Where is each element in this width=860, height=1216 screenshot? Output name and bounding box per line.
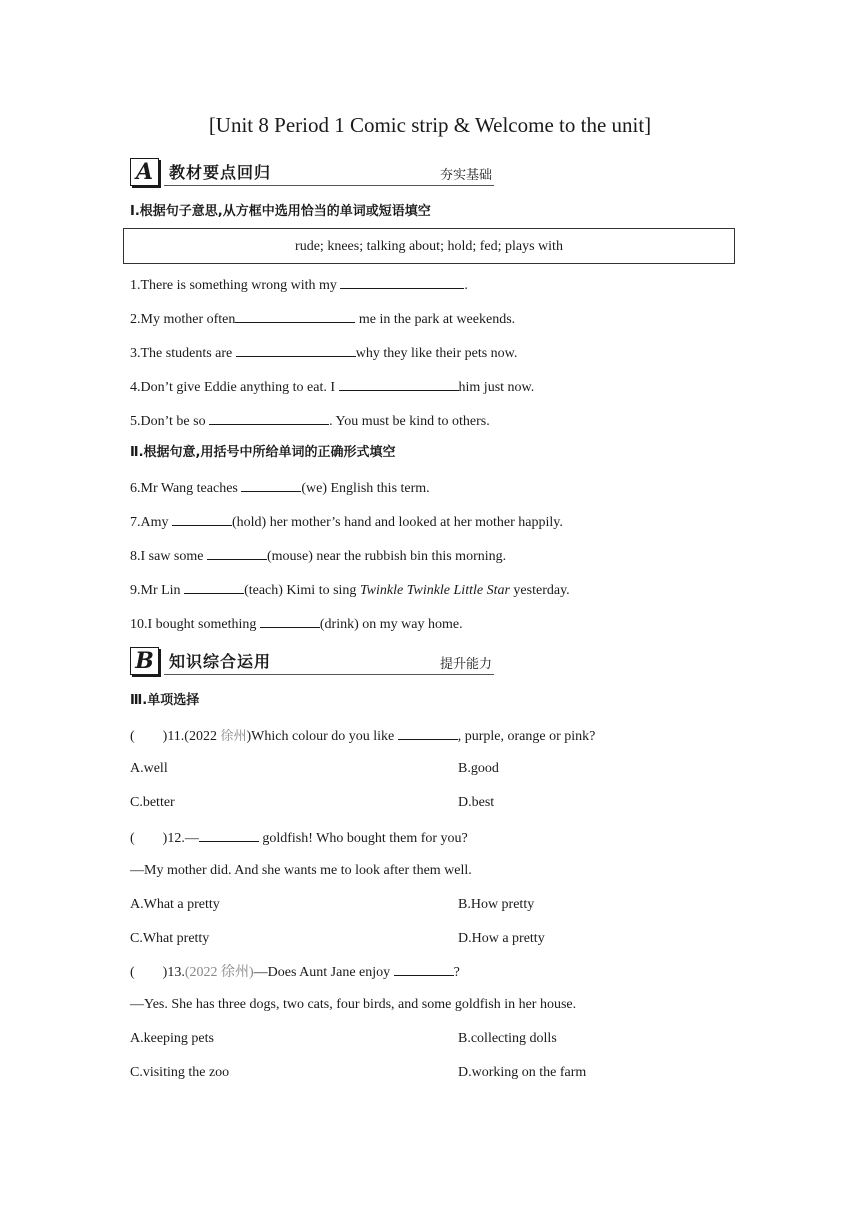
question-12-end: goldfish! Who bought them for you? — [262, 831, 468, 846]
question-13 — [130, 961, 460, 983]
blank[interactable] — [398, 725, 458, 740]
blank[interactable] — [209, 410, 329, 425]
question-10 — [130, 613, 463, 635]
question-9 — [130, 579, 570, 601]
option-13-d[interactable]: D.working on the farm — [458, 1065, 587, 1080]
option-13-c[interactable]: C.visiting the zoo — [130, 1065, 230, 1080]
question-12-num: 12.— — [167, 831, 199, 846]
blank[interactable] — [340, 274, 464, 289]
blank[interactable] — [184, 579, 244, 594]
question-6-end: (we) English this term. — [301, 481, 430, 496]
option-11-d[interactable]: D.best — [458, 795, 495, 810]
source-tag: (2022 徐州) — [184, 965, 254, 980]
blank[interactable] — [199, 827, 259, 842]
part2-heading: Ⅱ.根据句意,用括号中所给单词的正确形式填空 — [130, 445, 396, 460]
question-10-end: (drink) on my way home. — [319, 617, 463, 632]
blank[interactable] — [207, 545, 267, 560]
question-9-text: 9.Mr Lin — [130, 583, 181, 598]
blank[interactable] — [394, 961, 454, 976]
question-8-end: (mouse) near the rubbish bin this morning. — [267, 549, 507, 564]
question-3 — [130, 342, 517, 364]
question-11-text: )Which colour do you like — [246, 729, 395, 744]
option-12-c[interactable]: C.What pretty — [130, 931, 210, 946]
question-2-text: 2.My mother often — [130, 312, 236, 327]
question-6 — [130, 477, 430, 499]
section-b-badge: B — [130, 647, 159, 675]
answer-paren[interactable]: ( ) — [130, 965, 168, 980]
question-11-end: , purple, orange or pink? — [457, 729, 596, 744]
question-7 — [130, 511, 563, 533]
answer-paren[interactable]: ( ) — [130, 831, 168, 846]
question-4 — [130, 376, 534, 398]
option-13-a[interactable]: A.keeping pets — [130, 1031, 214, 1046]
section-a-badge: A — [130, 158, 159, 186]
question-9-mid: (teach) Kimi to sing — [244, 583, 357, 598]
question-7-text: 7.Amy — [130, 515, 169, 530]
word-box: rude; knees; talking about; hold; fed; plays with — [123, 228, 735, 264]
section-b-title: 知识综合运用 — [169, 652, 272, 671]
blank[interactable] — [241, 477, 301, 492]
question-13-reply: —Yes. She has three dogs, two cats, four birds, and some goldfish in her house. — [130, 997, 577, 1012]
blank[interactable] — [339, 376, 459, 391]
song-title: Twinkle Twinkle Little Star — [359, 583, 510, 598]
blank[interactable] — [260, 613, 320, 628]
section-b-banner — [130, 647, 494, 675]
answer-paren[interactable]: ( ) — [130, 729, 168, 744]
section-a-subtitle: 夯实基础 — [439, 168, 492, 183]
question-13-num: 13. — [167, 965, 185, 980]
question-12 — [130, 827, 468, 849]
option-12-b[interactable]: B.How pretty — [458, 897, 535, 912]
page-title: [Unit 8 Period 1 Comic strip & Welcome to the unit] — [208, 113, 652, 137]
question-10-text: 10.I bought something — [130, 617, 257, 632]
question-11-num: 11.(2022 — [167, 729, 217, 744]
question-6-text: 6.Mr Wang teaches — [130, 481, 238, 496]
source-place: 徐州 — [220, 729, 247, 744]
question-4-text: 4.Don’t give Eddie anything to eat. I — [130, 380, 336, 395]
question-1-text: 1.There is something wrong with my — [130, 278, 337, 293]
question-11 — [130, 725, 595, 747]
question-4-end: him just now. — [458, 380, 535, 395]
section-b-subtitle: 提升能力 — [439, 657, 492, 672]
option-12-a[interactable]: A.What a pretty — [130, 897, 220, 912]
section-b-rule — [164, 674, 494, 675]
question-1-end: . — [464, 278, 468, 293]
question-2-end: me in the park at weekends. — [358, 312, 516, 327]
question-13-end: ? — [453, 965, 460, 980]
blank[interactable] — [172, 511, 232, 526]
blank[interactable] — [236, 342, 356, 357]
blank[interactable] — [235, 308, 355, 323]
section-a-banner — [130, 158, 494, 186]
question-12-reply: —My mother did. And she wants me to look after them well. — [130, 863, 472, 878]
question-9-end: yesterday. — [513, 583, 570, 598]
section-a-title: 教材要点回归 — [169, 163, 272, 182]
question-5-text: 5.Don’t be so — [130, 414, 206, 429]
question-2 — [130, 308, 515, 330]
part3-heading: Ⅲ.单项选择 — [130, 693, 200, 708]
question-13-text: —Does Aunt Jane enjoy — [253, 965, 391, 980]
part1-heading: Ⅰ.根据句子意思,从方框中选用恰当的单词或短语填空 — [130, 204, 431, 219]
question-8-text: 8.I saw some — [130, 549, 204, 564]
question-5-end: . You must be kind to others. — [329, 414, 490, 429]
option-11-b[interactable]: B.good — [458, 761, 499, 776]
section-a-rule — [164, 185, 494, 186]
question-1 — [130, 274, 468, 296]
option-12-d[interactable]: D.How a pretty — [458, 931, 545, 946]
question-3-text: 3.The students are — [130, 346, 233, 361]
question-8 — [130, 545, 506, 567]
option-11-a[interactable]: A.well — [130, 761, 168, 776]
question-7-end: (hold) her mother’s hand and looked at her mother happily. — [232, 515, 563, 530]
option-11-c[interactable]: C.better — [130, 795, 175, 810]
option-13-b[interactable]: B.collecting dolls — [458, 1031, 557, 1046]
question-5 — [130, 410, 490, 432]
question-3-end: why they like their pets now. — [355, 346, 518, 361]
